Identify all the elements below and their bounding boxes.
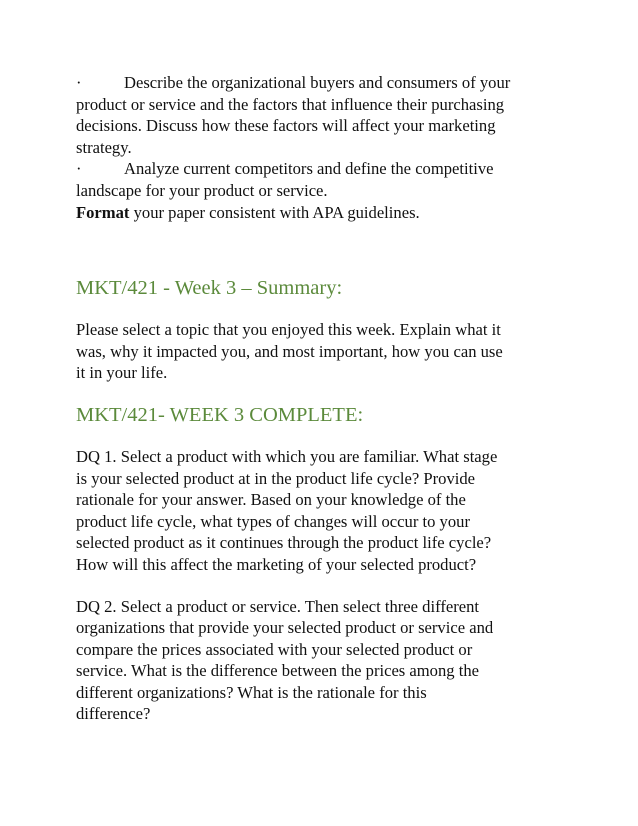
text-line: different organizations? What is the rationale for this <box>76 682 427 702</box>
text-line: product life cycle, what types of changes will occur to your <box>76 511 470 531</box>
spacer <box>76 223 576 275</box>
text-line: it in your life. <box>76 363 168 383</box>
format-label: Format <box>76 202 130 222</box>
spacer <box>76 428 576 446</box>
text-line: compare the prices associated with your selected product or <box>76 639 473 659</box>
text-line: decisions. Discuss how these factors will affect your marketing <box>76 116 496 136</box>
dq2-paragraph <box>76 596 576 726</box>
dq1-paragraph <box>76 446 576 576</box>
text-line: service. What is the difference between the prices among the <box>76 661 479 681</box>
text-line: difference? <box>76 704 151 724</box>
text-line: rationale for your answer. Based on your knowledge of the <box>76 490 466 510</box>
bullet-text: Describe the organizational buyers and consumers of your <box>124 73 511 92</box>
text-line: organizations that provide your selected product or service and <box>76 618 494 638</box>
complete-heading: MKT/421- WEEK 3 COMPLETE: <box>76 403 364 426</box>
bullet-marker: · <box>76 159 82 179</box>
intro-section <box>76 72 576 223</box>
text-line: Please select a topic that you enjoyed this week. Explain what it <box>76 320 501 340</box>
format-line <box>76 202 576 224</box>
bullet-text: Analyze current competitors and define the competitive <box>124 159 494 179</box>
text-line: How will this affect the marketing of your selected product? <box>76 554 477 574</box>
text-line: was, why it impacted you, and most important, how you can use <box>76 341 503 361</box>
summary-heading: MKT/421 - Week 3 – Summary: <box>76 277 343 300</box>
spacer <box>76 576 576 596</box>
text-line: product or service and the factors that influence their purchasing <box>76 94 505 114</box>
bullet-marker: · <box>76 73 82 92</box>
summary-paragraph <box>76 319 576 384</box>
text-line: strategy. <box>76 137 132 157</box>
text-line: selected product as it continues through the product life cycle? <box>76 533 492 553</box>
bullet-line <box>76 158 576 180</box>
format-text: your paper consistent with APA guidelines. <box>129 202 420 222</box>
text-line: DQ 2. Select a product or service. Then select three different <box>76 596 480 616</box>
text-line: DQ 1. Select a product with which you are familiar. What stage <box>76 446 498 466</box>
spacer <box>76 384 576 402</box>
text-line: is your selected product at in the product life cycle? Provide <box>76 468 476 488</box>
spacer <box>76 301 576 319</box>
text-line: landscape for your product or service. <box>76 180 328 200</box>
bullet-line <box>76 72 576 94</box>
